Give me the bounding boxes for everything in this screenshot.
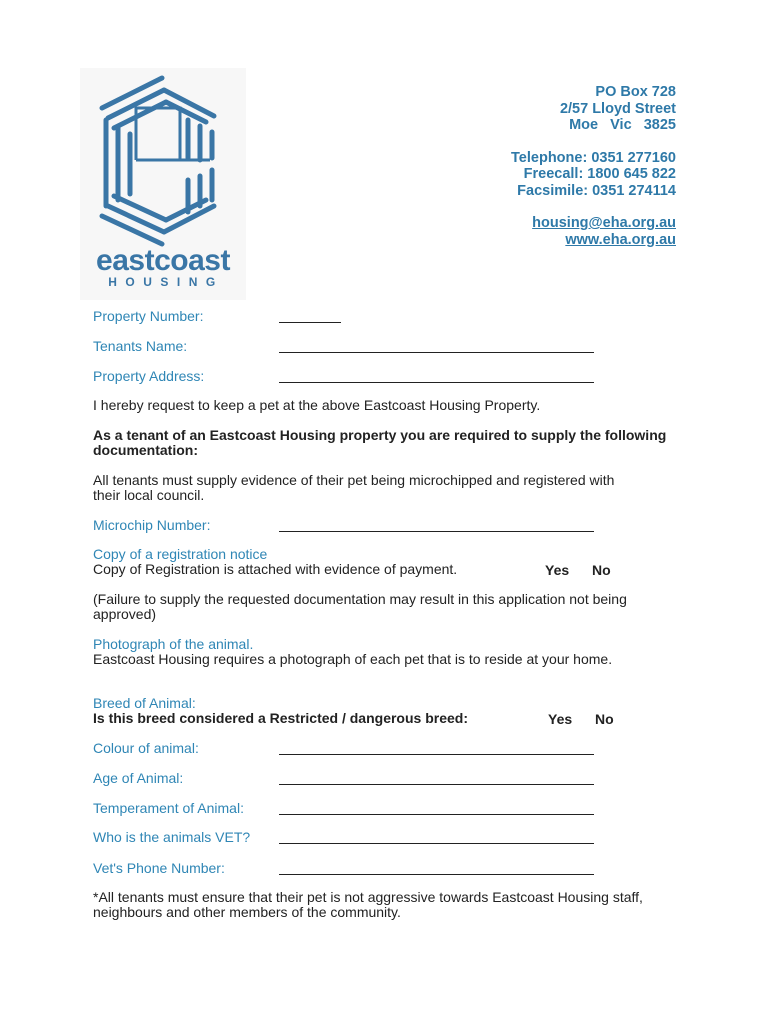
request-statement: I hereby request to keep a pet at the above Eastcoast Housing Property. xyxy=(93,397,541,413)
address-street: 2/57 Lloyd Street xyxy=(559,100,676,117)
breed-no[interactable]: No xyxy=(595,711,614,727)
freecall: Freecall: 1800 645 822 xyxy=(523,166,676,182)
age-line[interactable] xyxy=(279,784,594,785)
microchip-notice: All tenants must supply evidence of their pet being microchipped and registered with their local council. xyxy=(93,472,615,503)
temperament-line[interactable] xyxy=(279,814,594,815)
vet-phone-line[interactable] xyxy=(279,874,594,875)
facsimile: Facsimile: 0351 274114 xyxy=(517,182,676,199)
telephone: Telephone: 0351 277160 xyxy=(511,149,676,166)
property-number-label: Property Number: xyxy=(93,308,204,324)
colour-line[interactable] xyxy=(279,754,594,755)
property-number-line[interactable] xyxy=(279,322,341,323)
logo-subtitle: HOUSING xyxy=(108,275,224,289)
registration-yes[interactable]: Yes xyxy=(545,562,570,578)
tenants-name-label: Tenants Name: xyxy=(93,338,188,354)
temperament-label: Temperament of Animal: xyxy=(93,800,244,816)
breed-yes[interactable]: Yes xyxy=(548,711,573,727)
breed-heading: Breed of Animal: xyxy=(93,695,196,711)
logo-mark-icon xyxy=(80,68,246,248)
age-label: Age of Animal: xyxy=(93,770,184,786)
breed-question: Is this breed considered a Restricted / dangerous breed: xyxy=(93,710,468,726)
microchip-number-line[interactable] xyxy=(279,531,594,532)
colour-label: Colour of animal: xyxy=(93,740,199,756)
address-town: Moe Vic 3825 xyxy=(569,117,676,133)
registration-text: Copy of Registration is attached with evidence of payment. xyxy=(93,561,458,577)
property-address-line[interactable] xyxy=(279,382,594,383)
aggression-notice: *All tenants must ensure that their pet is not aggressive towards Eastcoast Housing staff, neighbours and other members of the community. xyxy=(93,889,643,920)
vet-line[interactable] xyxy=(279,843,594,844)
contact-block xyxy=(511,84,676,248)
registration-heading: Copy of a registration notice xyxy=(93,546,268,562)
email-link[interactable]: housing@eha.org.au xyxy=(532,215,676,231)
registration-no[interactable]: No xyxy=(592,562,611,578)
vet-label: Who is the animals VET? xyxy=(93,829,251,845)
eastcoast-housing-logo xyxy=(80,68,246,300)
logo-wordmark: eastcoast xyxy=(96,244,230,277)
failure-notice: (Failure to supply the requested documentation may result in this application not being approved) xyxy=(93,591,627,622)
photo-text: Eastcoast Housing requires a photograph of each pet that is to reside at your home. xyxy=(93,651,613,667)
tenant-required-notice: As a tenant of an Eastcoast Housing property you are required to supply the following documentation: xyxy=(93,427,667,458)
property-address-label: Property Address: xyxy=(93,368,205,384)
address-po-box: PO Box 728 xyxy=(595,84,676,100)
vet-phone-label: Vet's Phone Number: xyxy=(93,860,225,876)
tenants-name-line[interactable] xyxy=(279,352,594,353)
microchip-number-label: Microchip Number: xyxy=(93,517,211,533)
website-link[interactable]: www.eha.org.au xyxy=(565,231,676,248)
photo-heading: Photograph of the animal. xyxy=(93,636,254,652)
